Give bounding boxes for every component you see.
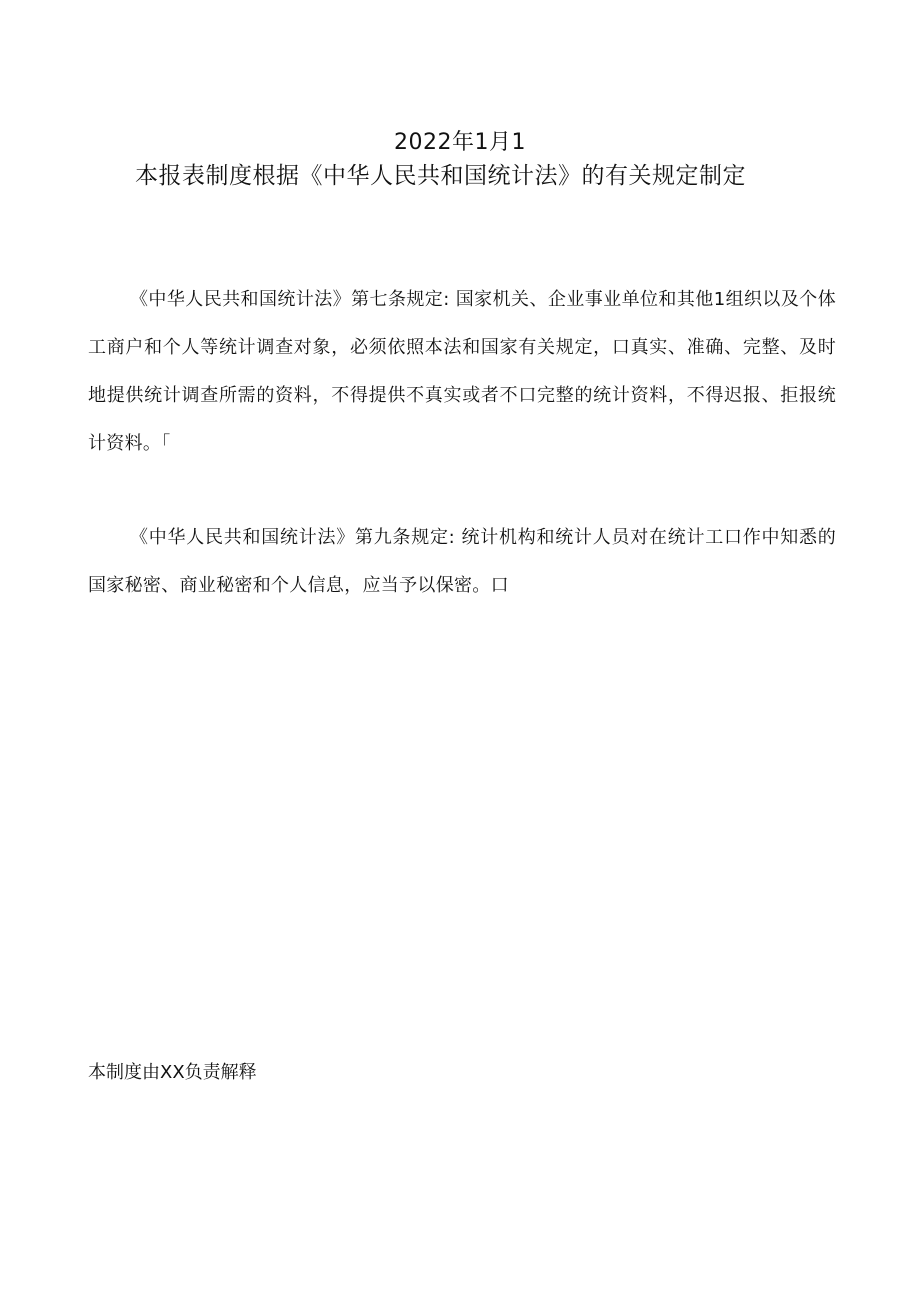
statistics-law-article-7: 《中华人民共和国统计法》第七条规定: 国家机关、企业事业单位和其他1组织以及个体工商户和个人等统计调查对象，必须依照本法和国家有关规定，口真实、准确、完整、及时地提供统计调查所需的资料，不得提供不真实或者不口完整的统计资料，不得迟报、拒报统计资料。「 — [88, 289, 836, 454]
statistics-law-article-9: 《中华人民共和国统计法》第九条规定: 统计机构和统计人员对在统计工口作中知悉的国家秘密、商业秘密和个人信息，应当予以保密。口 — [88, 527, 836, 596]
date-line: 2022年1月1 — [394, 130, 526, 155]
legal-basis-heading: 本报表制度根据《中华人民共和国统计法》的有关规定制定 — [135, 163, 746, 189]
interpretation-note: 本制度由XX负责解释 — [88, 1062, 257, 1083]
